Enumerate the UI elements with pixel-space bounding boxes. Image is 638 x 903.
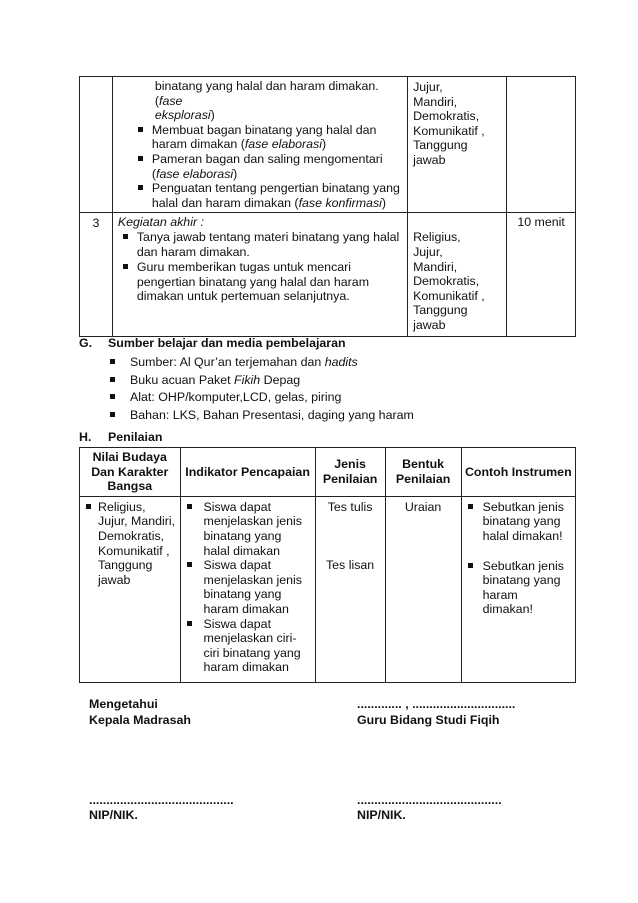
- character-values-cell: Religius, Jujur, Mandiri, Demokratis, Komunikatif , Tanggung jawab: [408, 213, 507, 336]
- list-item: Buku acuan Paket Fikih Depag: [108, 373, 508, 388]
- resources-list: [108, 355, 508, 425]
- time-cell: [507, 77, 576, 213]
- left-signature-title: Kepala Madrasah: [89, 713, 191, 727]
- indicators-list: [185, 500, 311, 675]
- section-h-title: Penilaian: [108, 430, 163, 444]
- assessment-form-cell: Uraian: [385, 496, 461, 682]
- list-item: Membuat bagan binatang yang halal dan haram dimakan (fase elaborasi): [136, 123, 403, 152]
- activity-cell: [112, 213, 407, 336]
- list-item: Sebutkan jenis binatang yang halal dimakan!: [466, 500, 571, 544]
- right-nip: NIP/NIK.: [357, 808, 406, 822]
- list-item: Pameran bagan dan saling mengomentari (fase elaborasi): [136, 152, 403, 181]
- left-nip: NIP/NIK.: [89, 808, 138, 822]
- list-item: Sebutkan jenis binatang yang haram dimakan!: [466, 559, 571, 617]
- right-signature-dots: ..........................................: [357, 793, 502, 807]
- table-header-row: [80, 448, 576, 497]
- right-signature-date: ............. , ..............................: [357, 697, 516, 711]
- table-row: [80, 213, 576, 336]
- section-g-letter: G.: [79, 336, 93, 350]
- activity-list: [118, 230, 403, 304]
- character-values-cell: Jujur, Mandiri, Demokratis, Komunikatif , Tanggung jawab: [408, 77, 507, 213]
- table-row: [80, 77, 576, 213]
- section-g-title: Sumber belajar dan media pembelajaran: [108, 336, 346, 350]
- values-list: [84, 500, 176, 588]
- section-h-letter: H.: [79, 430, 92, 444]
- activity-cell: [112, 77, 407, 213]
- column-header: Contoh Instrumen: [461, 448, 575, 497]
- instrument-list: [466, 500, 571, 617]
- table-row: [80, 496, 576, 682]
- column-header: Jenis Penilaian: [315, 448, 385, 497]
- activity-heading: Kegiatan akhir :: [117, 215, 204, 230]
- list-item: Siswa dapat menjelaskan jenis binatang yang halal dimakan: [185, 500, 311, 558]
- row-number-cell: [80, 77, 113, 213]
- row-number-cell: 3: [80, 213, 113, 336]
- left-signature-line1: Mengetahui: [89, 697, 158, 711]
- list-item: Bahan: LKS, Bahan Presentasi, daging yang haram: [108, 408, 508, 423]
- list-item: Penguatan tentang pengertian binatang yang halal dan haram dimakan (fase konfirmasi): [136, 181, 403, 210]
- activity-table: [79, 76, 576, 337]
- activity-list: [118, 123, 403, 211]
- column-header: Nilai Budaya Dan Karakter Bangsa: [80, 448, 181, 497]
- left-signature-dots: ..........................................: [89, 793, 234, 807]
- indicators-cell: [180, 496, 315, 682]
- time-cell: 10 menit: [507, 213, 576, 336]
- list-item: Siswa dapat menjelaskan ciri-ciri binatang yang haram dimakan: [185, 617, 311, 675]
- instrument-cell: [461, 496, 575, 682]
- assessment-table: [79, 447, 576, 683]
- list-item: Guru memberikan tugas untuk mencari pengertian binatang yang halal dan haram dimakan untuk pertemuan selanjutnya.: [121, 260, 403, 304]
- list-item: Religius, Jujur, Mandiri, Demokratis, Komunikatif , Tanggung jawab: [84, 500, 176, 588]
- list-item: Siswa dapat menjelaskan jenis binatang yang haram dimakan: [185, 558, 311, 616]
- list-item: Tanya jawab tentang materi binatang yang halal dan haram dimakan.: [121, 230, 403, 259]
- column-header: Bentuk Penilaian: [385, 448, 461, 497]
- right-signature-title: Guru Bidang Studi Fiqih: [357, 713, 500, 727]
- list-item: Alat: OHP/komputer,LCD, gelas, piring: [108, 390, 508, 405]
- character-values-cell: [80, 496, 181, 682]
- list-item: Sumber: Al Qur’an terjemahan dan hadits: [108, 355, 508, 370]
- activity-intro: binatang yang halal dan haram dimakan. (fase eksplorasi): [154, 79, 379, 123]
- assessment-type-cell: Tes tulis Tes lisan: [315, 496, 385, 682]
- column-header: Indikator Pencapaian: [180, 448, 315, 497]
